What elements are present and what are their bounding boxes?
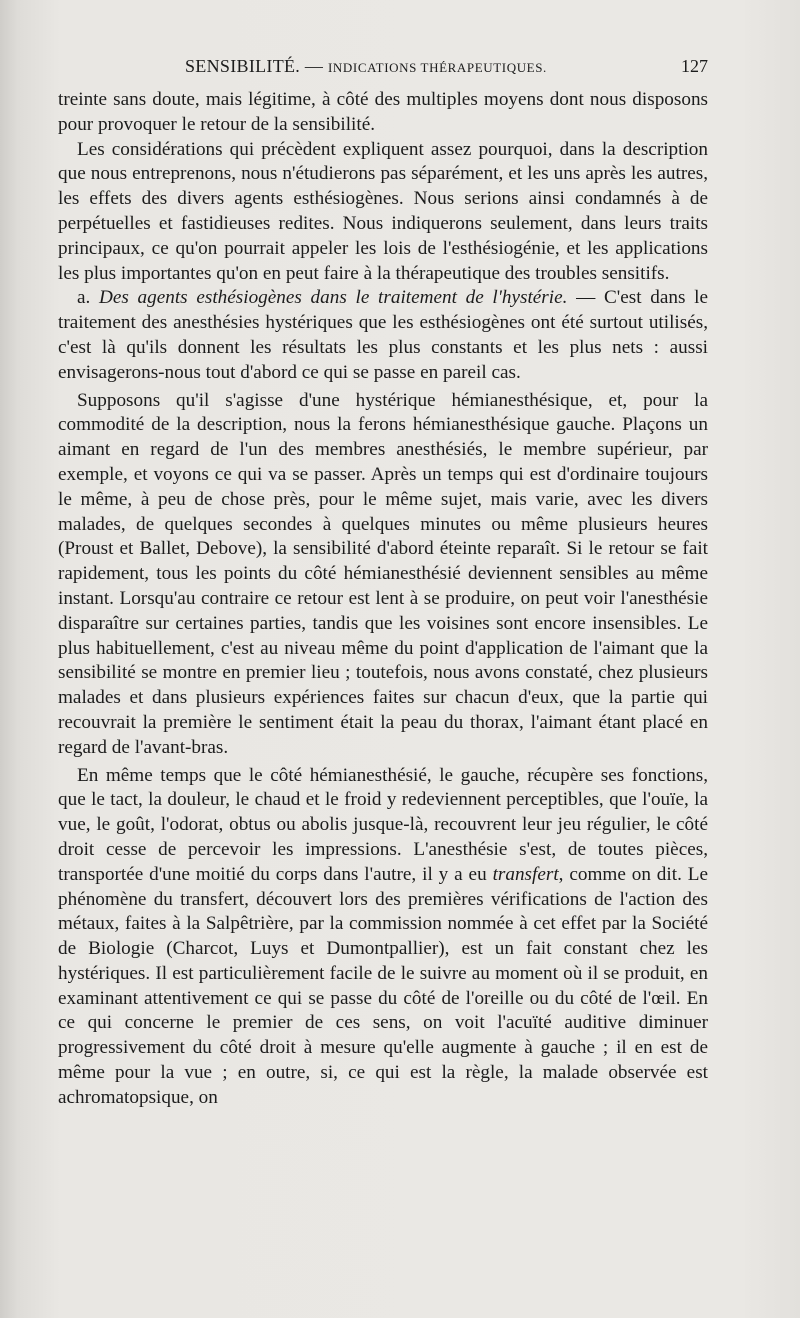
section-heading: Des agents esthésiogènes dans le traitement de l'hystérie. [99, 287, 568, 309]
running-title-dash: — [300, 56, 328, 76]
transfert-term: transfert [492, 863, 559, 885]
paragraph-transfert [58, 764, 708, 1111]
running-title-main: SENSIBILITÉ. [185, 56, 301, 76]
section-marker: a. [77, 287, 100, 309]
paragraph-hemianesthesia: Supposons qu'il s'agisse d'une hystérique hémianesthésique, et, pour la commodité de la description, nous la ferons hémianesthésique gauche. Plaçons un aimant en regard de l'un des membres anesthésiés, le membre supérieur, par exemple, et voyons ce qui va se passer. Après un temps qui est d'ordinaire toujours le même, à peu de chose près, pour le même sujet, mais varie, avec les divers malades, de quelques secondes à quelques minutes ou même plusieurs heures (Proust et Ballet, Debove), la sensibilité d'abord éteinte reparaît. Si le retour se fait rapidement, tous les points du côté hémianesthésié deviennent sensibles au même instant. Lorsqu'au contraire ce retour est lent à se produire, on peut voir l'anesthésie disparaître sur certaines parties, tandis que les voisines sont encore insensibles. Le plus habituellement, c'est au niveau même du point d'application de l'aimant que la sensibilité se montre en premier lieu ; toutefois, nous avons constaté, chez plusieurs malades et dans plusieurs expériences faites sur chacun d'eux, que la partie qui recouvrait la première le sentiment était la peau du thorax, l'aimant étant placé en regard de l'avant-bras. [58, 389, 708, 758]
section-text: — C'est dans le traitement des anesthésies hystériques que les esthésiogènes ont été surtout utilisés, c'est là qu'ils donnent les résultats les plus constants et les plus nets : aussi envisagerons-nous tout d'abord ce qui se passe en pareil cas. [58, 287, 708, 383]
page-number: 127 [681, 56, 708, 76]
paragraph-considerations: Les considérations qui précèdent expliquent assez pourquoi, dans la description que nous entreprenons, nous n'étudierons pas séparément, et les uns après les autres, les effets des divers agents esthésiogènes. Nous serions ainsi condamnés à de perpétuelles et fastidieuses redites. Nous indiquerons seulement, dans leurs traits principaux, ce qu'on pourrait appeler les lois de l'esthésiogénie, et les applications les plus importantes qu'on en peut faire à la thérapeutique des troubles sensitifs. [58, 138, 708, 284]
page-body [58, 88, 708, 1111]
running-title [185, 56, 547, 77]
paragraph-continuation: treinte sans doute, mais légitime, à côté des multiples moyens dont nous disposons pour provoquer le retour de la sensibilité. [58, 89, 708, 135]
transfert-text-a: En même temps que le côté hémianesthésié, le gauche, récupère ses fonctions, que le tact, la douleur, le chaud et le froid y redeviennent perceptibles, que l'ouïe, la vue, le goût, l'odorat, obtus ou abolis jusque-là, recouvrent leur jeu régulier, le côté droit cesse de percevoir les impressions. L'anesthésie s'est, de toutes pièces, transportée d'une moitié du corps dans l'autre, il y a eu [58, 764, 708, 885]
transfert-text-b: , comme on dit. Le phénomène du transfert, découvert lors des premières vérifications de l'action des métaux, faites à la Salpêtrière, par la commission nommée à cet effet par la Société de Biologie (Charcot, Luys et Dumontpallier), est un fait constant chez les hystériques. Il est particulièrement facile de le suivre au moment où il se produit, en examinant attentivement ce qui se passe du côté de l'oreille ou du côté de l'œil. En ce qui concerne le premier de ces sens, on voit l'acuïté auditive diminuer progressivement du côté droit à mesure qu'elle augmente à gauche ; il en est de même pour la vue ; en outre, si, ce qui est la règle, la malade observée est achromatopsique, on [58, 863, 708, 1108]
paragraph-section-a [58, 286, 708, 385]
running-title-sub: INDICATIONS THÉRAPEUTIQUES. [328, 60, 547, 75]
running-header [60, 56, 708, 80]
